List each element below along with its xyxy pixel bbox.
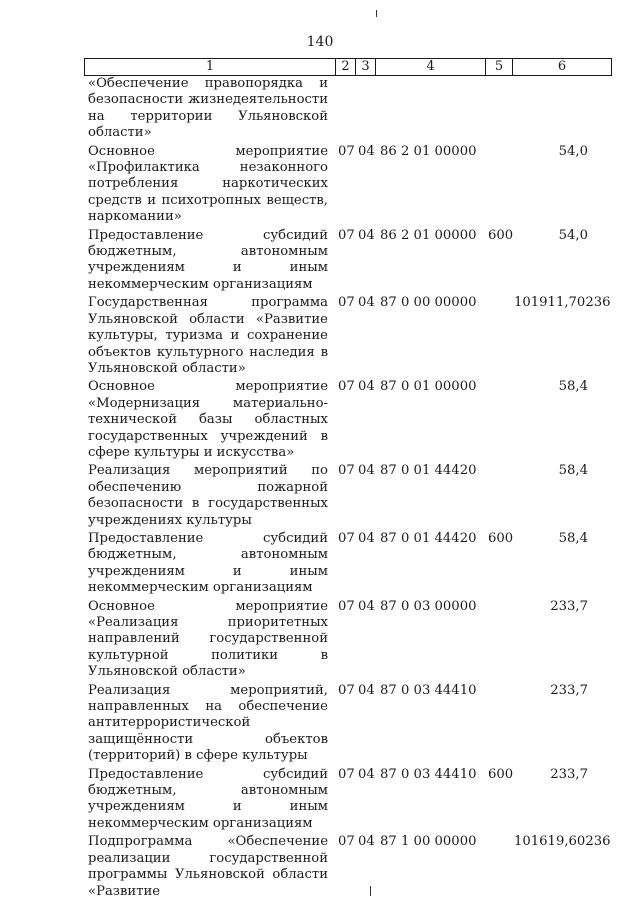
header-col-1: 1 — [85, 59, 336, 75]
row-amount: 233,7 — [550, 766, 588, 782]
table-row — [88, 599, 608, 681]
row-section: 07 — [338, 598, 355, 614]
row-section: 07 — [338, 682, 355, 698]
row-expense-type — [488, 599, 514, 681]
table-row — [88, 76, 608, 142]
row-section: 07 — [338, 463, 355, 479]
row-target-code: 87 0 03 44410 — [380, 766, 477, 782]
row-section: 07 — [338, 295, 355, 311]
row-target-code: 86 2 01 00000 — [380, 227, 477, 243]
row-section: 07 — [338, 143, 355, 159]
table-row — [88, 463, 608, 529]
row-subsection: 04 — [358, 463, 375, 479]
row-subsection: 04 — [358, 379, 375, 395]
row-subsection: 04 — [358, 227, 375, 243]
header-col-2: 2 — [336, 59, 356, 75]
header-col-6: 6 — [557, 59, 567, 74]
row-amount: 101911,70236 — [514, 295, 611, 311]
row-subsection — [354, 76, 376, 142]
row-name: Предоставление субсидий бюджетным, автономным учреждениям и иным некоммерческим организациям — [88, 766, 328, 831]
table-header — [84, 58, 612, 76]
row-target-code: 86 2 01 00000 — [380, 143, 477, 159]
row-expense-type — [488, 834, 514, 900]
table-row — [88, 144, 608, 226]
row-section: 07 — [338, 766, 355, 782]
row-subsection: 04 — [358, 682, 375, 698]
row-expense-type — [488, 144, 514, 226]
table-row — [88, 834, 611, 900]
table-row — [88, 379, 608, 461]
row-subsection: 04 — [358, 143, 375, 159]
row-expense-type — [488, 683, 514, 765]
table-body — [88, 76, 611, 902]
row-target-code: 87 0 00 00000 — [380, 295, 477, 311]
row-subsection: 04 — [358, 766, 375, 782]
row-section: 07 — [338, 834, 355, 850]
row-expense-type — [488, 463, 514, 529]
row-name: Реализация мероприятий, направленных на обеспечение антитеррористической защищённости объектов (территорий) в сфере культуры — [88, 682, 328, 764]
row-target-code: 87 0 03 44410 — [380, 682, 477, 698]
row-amount: 233,7 — [550, 682, 588, 698]
row-amount: 54,0 — [558, 143, 588, 159]
row-target-code: 87 0 01 44420 — [380, 463, 477, 479]
row-name: Предоставление субсидий бюджетным, автономным учреждениям и иным некоммерческим организациям — [88, 227, 328, 292]
row-expense-type — [488, 295, 514, 377]
row-amount: 58,4 — [558, 463, 588, 479]
row-section: 07 — [338, 227, 355, 243]
row-target-code: 87 0 01 44420 — [380, 530, 477, 546]
row-name: Основное мероприятие «Модернизация материально-технической базы областных государственных учреждений в сфере культуры и искусства» — [88, 379, 328, 460]
table-row — [88, 767, 608, 833]
table-row — [88, 683, 608, 765]
row-name: Основное мероприятие «Профилактика незаконного потребления наркотических средств и психотропных веществ, наркомании» — [88, 143, 328, 225]
table-row — [88, 531, 608, 597]
row-subsection: 04 — [358, 530, 375, 546]
row-expense-type: 600 — [488, 530, 514, 546]
row-section — [332, 76, 354, 142]
row-expense-type — [488, 379, 514, 461]
row-name: Основное мероприятие «Реализация приоритетных направлений государственной культурной политики в Ульяновской области» — [88, 598, 328, 680]
row-subsection: 04 — [358, 295, 375, 311]
row-section: 07 — [338, 379, 355, 395]
header-col-4: 4 — [376, 59, 486, 75]
row-name: «Обеспечение правопорядка и безопасности жизнедеятельности на территории Ульяновской области» — [88, 76, 328, 141]
table-row — [88, 228, 608, 294]
row-amount: 58,4 — [558, 530, 588, 546]
header-col-5: 5 — [486, 59, 513, 75]
page-number: 140 — [306, 34, 334, 50]
row-name: Предоставление субсидий бюджетным, автономным учреждениям и иным некоммерческим организациям — [88, 530, 328, 596]
row-amount: 54,0 — [558, 227, 588, 243]
row-subsection: 04 — [358, 834, 375, 850]
row-target-code: 87 1 00 00000 — [380, 834, 477, 850]
row-amount: 58,4 — [558, 379, 588, 395]
row-amount: 233,7 — [550, 598, 588, 614]
row-target-code: 87 0 01 00000 — [380, 379, 477, 395]
row-subsection: 04 — [358, 598, 375, 614]
row-amount — [514, 76, 608, 142]
row-amount: 101619,60236 — [514, 834, 611, 850]
row-name: Реализация мероприятий по обеспечению пожарной безопасности в государственных учреждениях культуры — [88, 463, 328, 528]
row-section: 07 — [338, 530, 355, 546]
row-target-code — [376, 76, 488, 142]
header-col-3: 3 — [356, 59, 376, 75]
table-row — [88, 295, 611, 377]
row-expense-type: 600 — [488, 227, 514, 243]
row-name: Государственная программа Ульяновской области «Развитие культуры, туризма и сохранение объектов культурного наследия в Ульяновской области» — [88, 295, 328, 376]
row-name: Подпрограмма «Обеспечение реализации государственной программы Ульяновской области «Развитие — [88, 834, 328, 899]
scan-mark-top — [376, 10, 377, 17]
row-expense-type — [488, 76, 514, 142]
row-expense-type: 600 — [488, 766, 514, 782]
row-target-code: 87 0 03 00000 — [380, 598, 477, 614]
